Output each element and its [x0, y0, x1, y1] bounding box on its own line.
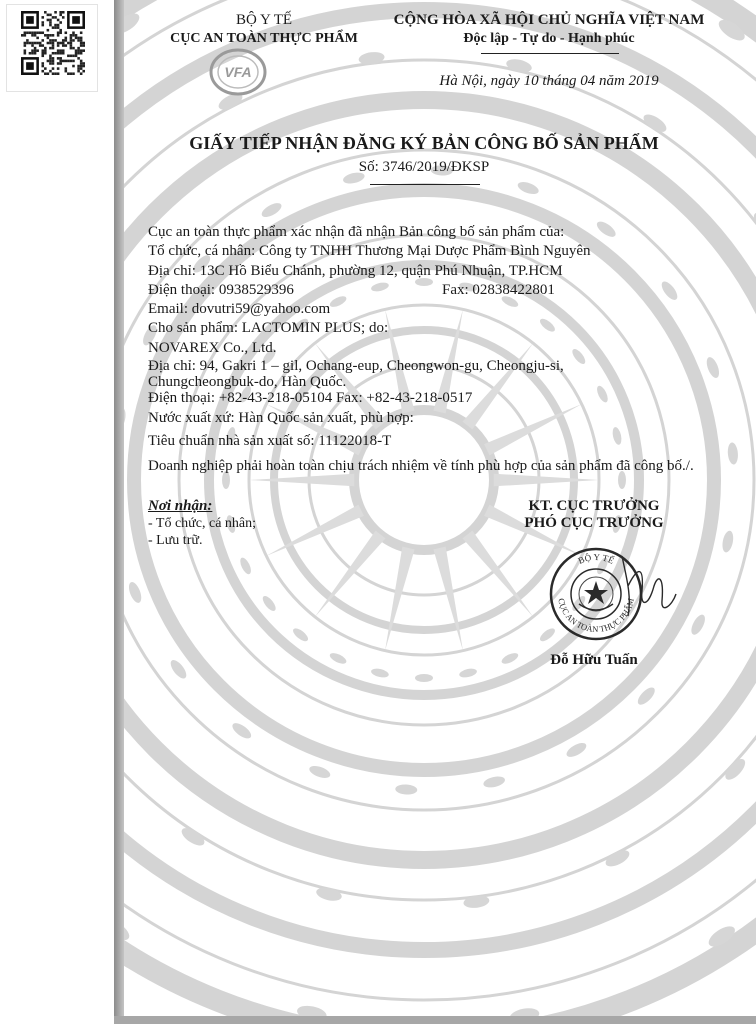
manufacturer-address-line2: Chungcheongbuk-do, Hàn Quốc. [148, 374, 347, 390]
manufacturer-address-line1: Địa chỉ: 94, Gakri 1 – gil, Ochang-eup, Cheongwon-gu, Cheongju-si, [148, 358, 564, 374]
signature-title-line1: KT. CỤC TRƯỞNG [528, 498, 660, 514]
certificate-document [124, 0, 756, 1016]
number-underline [370, 184, 480, 185]
ministry-name: BỘ Y TẾ [235, 12, 293, 28]
country-name: CỘNG HÒA XÃ HỘI CHỦ NGHĨA VIỆT NAM [393, 12, 705, 28]
responsibility-statement: Doanh nghiệp phải hoàn toàn chịu trách nhiệm về tính phù hợp của sản phẩm đã công bố./. [148, 458, 694, 474]
product-name: Cho sản phẩm: LACTOMIN PLUS; do: [148, 320, 389, 336]
signer-name: Đỗ Hữu Tuấn [550, 652, 638, 668]
recipients-heading: Nơi nhận: [148, 498, 213, 514]
document-title: GIẤY TIẾP NHẬN ĐĂNG KÝ BẢN CÔNG BỐ SẢN PHẨM [189, 133, 659, 153]
vfa-logo-text: VFA [224, 64, 252, 80]
motto-underline [481, 53, 619, 54]
manufacturer-name: NOVAREX Co., Ltd. [148, 340, 277, 356]
manufacturer-phone: Điện thoại: +82-43-218-05104 Fax: +82-43-218-0517 [148, 390, 473, 406]
recipient-item: - Tổ chức, cá nhân; [148, 516, 257, 531]
issue-date: Hà Nội, ngày 10 tháng 04 năm 2019 [439, 73, 659, 89]
qr-code-icon [21, 11, 85, 75]
agency-name: CỤC AN TOÀN THỰC PHẨM [170, 31, 358, 46]
manufacturer-standard: Tiêu chuẩn nhà sản xuất số: 11122018-T [148, 433, 392, 449]
document-number: Số: 3746/2019/ĐKSP [358, 159, 490, 175]
organization-phone: Điện thoại: 0938529396 [148, 282, 294, 298]
organization-fax: Fax: 02838422801 [442, 282, 555, 298]
scan-margin-bottom [114, 1016, 756, 1024]
stamp-text-top: BỘ Y TẾ [576, 551, 616, 566]
handwritten-signature [614, 546, 684, 626]
signature-title-line2: PHÓ CỤC TRƯỞNG [524, 515, 664, 531]
intro-text: Cục an toàn thực phẩm xác nhận đã nhận Bản công bố sản phẩm của: [148, 224, 565, 240]
vfa-logo-icon [208, 46, 268, 98]
recipient-item: - Lưu trữ. [148, 533, 203, 548]
stamp-text-bottom: CỤC AN TOÀN THỰC PHẨM [556, 597, 636, 635]
national-motto: Độc lập - Tự do - Hạnh phúc [463, 31, 635, 46]
country-of-origin: Nước xuất xứ: Hàn Quốc sản xuất, phù hợp: [148, 410, 414, 426]
qr-code [6, 4, 98, 92]
organization: Tổ chức, cá nhân: Công ty TNHH Thương Mại Dược Phẩm Bình Nguyên [148, 243, 591, 259]
organization-email: Email: dovutri59@yahoo.com [148, 301, 331, 317]
organization-address: Địa chỉ: 13C Hồ Biểu Chánh, phường 12, quận Phú Nhuận, TP.HCM [148, 263, 563, 279]
scan-margin [114, 0, 124, 1024]
